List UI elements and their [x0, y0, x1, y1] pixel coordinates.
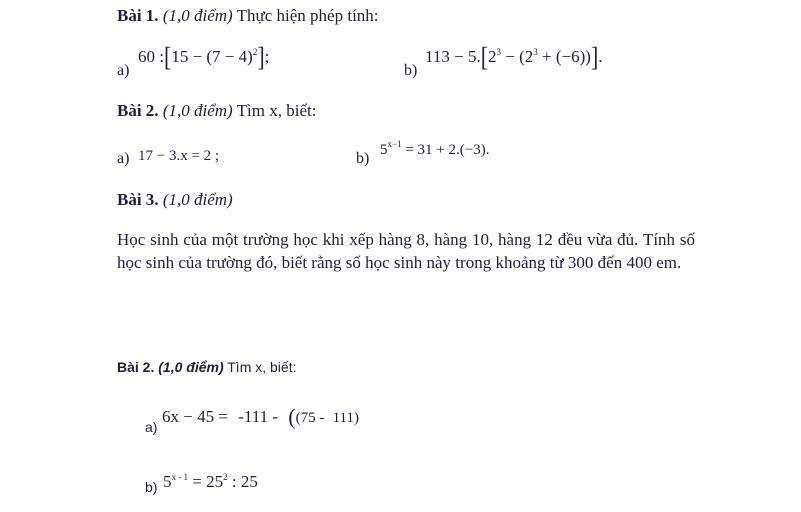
bai2-points: (1,0 điểm)	[162, 101, 233, 120]
bai2-repeat-b-exponent-2: 2	[223, 472, 228, 482]
bai2-a-label: a)	[117, 150, 130, 167]
bai1-heading	[117, 6, 379, 26]
bai1-a-exponent: 2	[252, 47, 258, 57]
bai2-b-base: 5	[380, 142, 388, 158]
bai1-a-expression	[138, 40, 270, 72]
bai2-repeat-a-part1: 6x − 45 =	[162, 407, 228, 426]
bracket-open-icon: [	[480, 40, 489, 72]
bai2-repeat-task: Tìm x, biết:	[227, 359, 297, 375]
bai2-b-expression	[380, 139, 490, 159]
bai1-b-exponent-2: 3	[533, 47, 538, 57]
bai2-repeat-points: (1,0 điểm)	[158, 359, 224, 375]
bai2-repeat-b-part1: = 25	[192, 472, 224, 491]
bai1-a-end: ;	[264, 47, 270, 66]
bai1-b-label: b)	[404, 62, 418, 79]
bracket-close-icon: ]	[257, 40, 265, 72]
bai2-repeat-a-label: a)	[145, 419, 158, 435]
bai2-b-end: .	[485, 142, 490, 158]
bai2-repeat-a-part4: 111)	[332, 410, 359, 426]
bai2-repeat-a-expression	[162, 404, 359, 430]
bracket-open-icon: [	[163, 40, 172, 72]
bai2-repeat-a-part2: -111 -	[238, 407, 278, 426]
bai2-b-exponent: x−1	[387, 139, 402, 149]
bai1-a-part1: 60 :	[138, 47, 164, 66]
bai1-b-part4: + (−6))	[542, 47, 591, 66]
bai2-repeat-b-exponent: x - 1	[171, 472, 188, 482]
paren-open-icon: (	[288, 404, 296, 429]
bai1-b-part3: − (2	[505, 47, 534, 66]
bai2-repeat-b-expression	[163, 472, 258, 492]
bai2-repeat-a-part3: (75 -	[295, 410, 325, 426]
bai2-title: Bài 2.	[117, 101, 159, 120]
bai2-task: Tìm x, biết:	[236, 101, 317, 120]
bai1-a-label: a)	[117, 62, 130, 79]
bai2-b-label: b)	[356, 150, 370, 167]
bai2-repeat-b-part2: : 25	[231, 472, 258, 491]
bai1-task: Thực hiện phép tính:	[236, 6, 379, 25]
bai2-b-rest: = 31 + 2.(−3)	[405, 142, 486, 158]
bai1-b-end: .	[598, 47, 603, 66]
bracket-close-icon: ]	[590, 40, 599, 72]
bai3-points: (1,0 điểm)	[162, 190, 233, 209]
bai1-title: Bài 1.	[117, 6, 159, 25]
bai3-title: Bài 3.	[117, 190, 159, 209]
bai3-heading	[117, 190, 233, 210]
bai2-repeat-title: Bài 2.	[117, 359, 155, 375]
bai2-heading	[117, 101, 316, 121]
bai2-a-expression: 17 − 3.x = 2 ;	[138, 148, 220, 164]
bai1-b-part1: 113 − 5.	[425, 47, 481, 66]
bai1-points: (1,0 điểm)	[162, 6, 233, 25]
bai3-problem-text: Học sinh của một trường học khi xếp hàng 8, hàng 10, hàng 12 đều vừa đủ. Tính số học sinh của trường đó, biết rằng số học sinh này trong khoảng từ 300 đến 400 em.	[117, 230, 695, 272]
bai1-b-expression	[425, 40, 603, 72]
bai2-repeat-b-base: 5	[163, 472, 172, 491]
bai1-a-part2: 15 − (7 − 4)	[171, 47, 253, 66]
bai1-b-part2: 2	[488, 47, 497, 66]
bai1-b-exponent-1: 3	[496, 47, 502, 57]
bai2-repeat-heading	[117, 359, 296, 375]
bai2-repeat-b-label: b)	[145, 479, 158, 495]
